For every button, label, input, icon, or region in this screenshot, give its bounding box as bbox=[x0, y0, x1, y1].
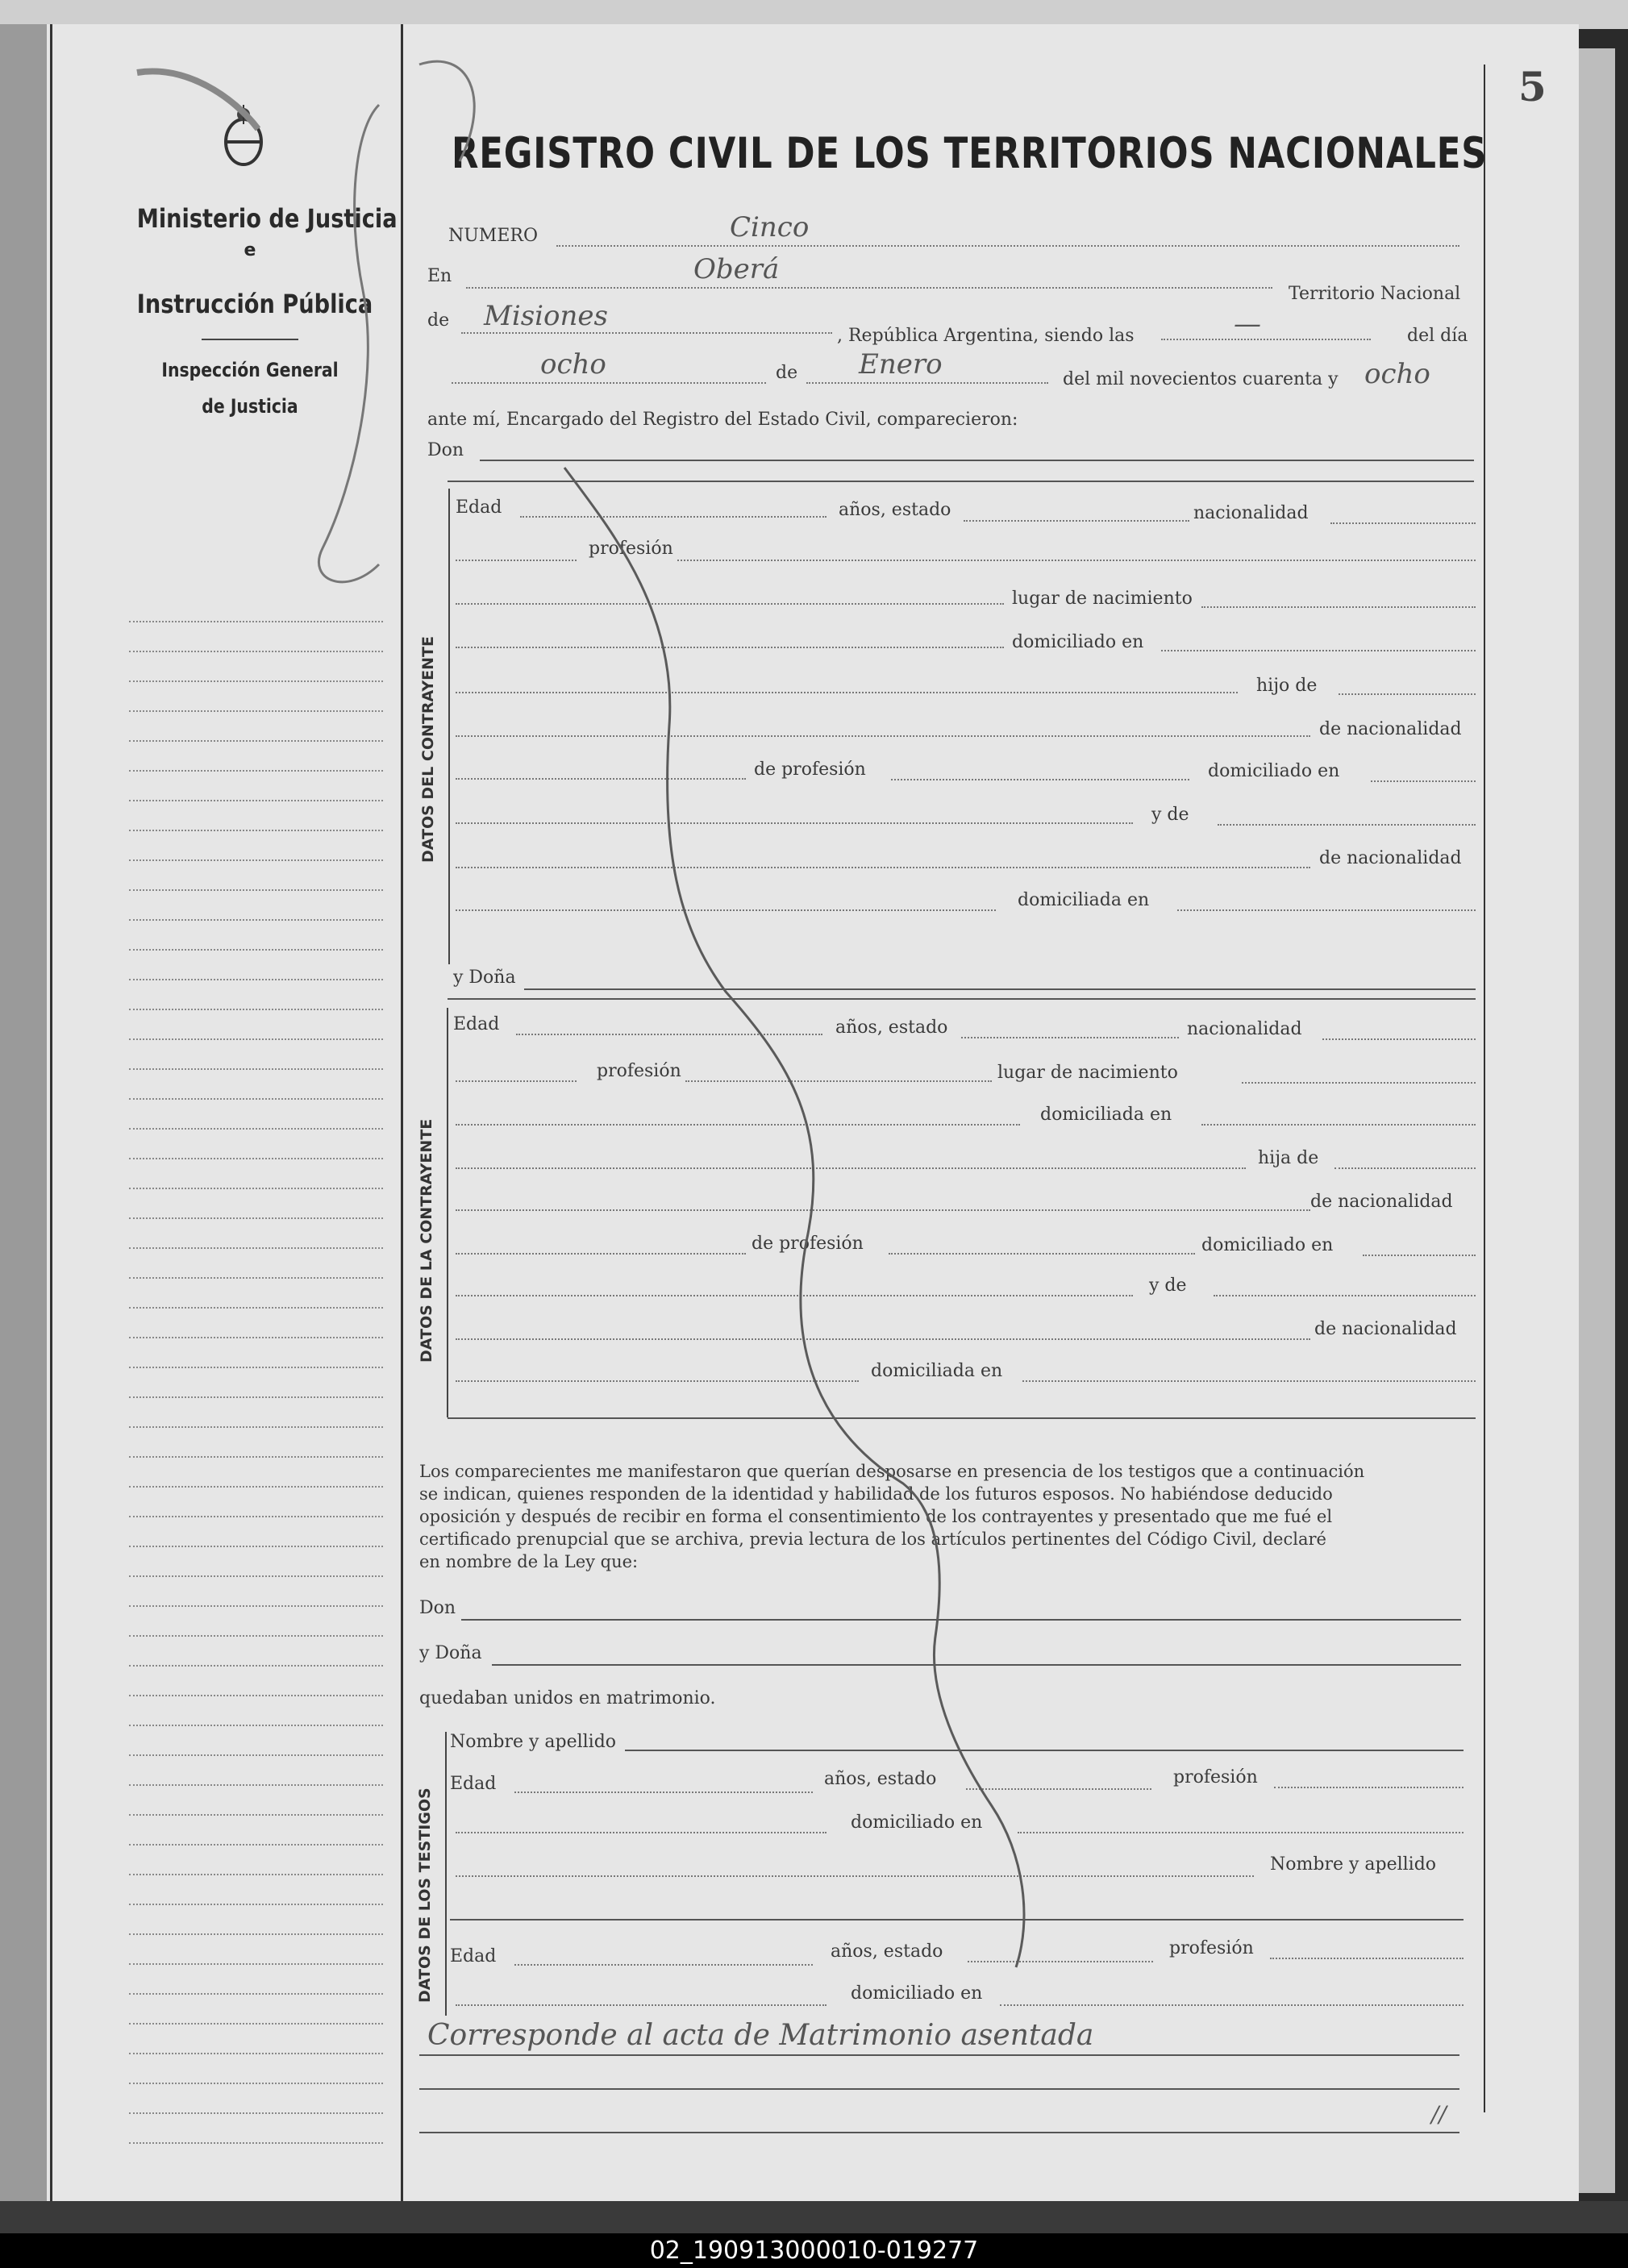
stub-line bbox=[129, 1844, 383, 1846]
f-hija-pre-line bbox=[456, 1167, 1246, 1169]
contrayente-top-rule bbox=[448, 481, 1474, 482]
numero-line bbox=[556, 245, 1459, 247]
de-line bbox=[461, 332, 832, 334]
bottom-edge bbox=[0, 2201, 1628, 2233]
nacionalidad-label: nacionalidad bbox=[1193, 503, 1309, 523]
stub-line bbox=[129, 2112, 383, 2114]
stub-line bbox=[129, 1068, 383, 1070]
estado-line bbox=[964, 520, 1189, 522]
stub-line bbox=[129, 680, 383, 682]
testigo1-profesion-label: profesión bbox=[1173, 1767, 1258, 1787]
f-y-de-label: y de bbox=[1149, 1275, 1187, 1296]
stub-line bbox=[129, 1456, 383, 1458]
ministry-name: Ministerio de Justicia bbox=[136, 203, 398, 234]
f-hija-line bbox=[1334, 1167, 1476, 1169]
numero-value: Cinco bbox=[730, 211, 810, 243]
f-lugar-label: lugar de nacimiento bbox=[997, 1063, 1178, 1083]
f-profesion-label: profesión bbox=[597, 1061, 681, 1081]
f-edad-label: Edad bbox=[453, 1014, 500, 1034]
domicilio-line bbox=[1161, 650, 1476, 651]
testigo1-anios-estado-label: años, estado bbox=[824, 1769, 937, 1789]
don-line bbox=[480, 460, 1474, 461]
f-madre-dom-pre-line bbox=[456, 1380, 859, 1382]
stub-line bbox=[129, 1486, 383, 1488]
hijo-line bbox=[1339, 693, 1476, 695]
y-dona-line bbox=[524, 988, 1476, 990]
testigos-section-label: DATOS DE LOS TESTIGOS bbox=[416, 1787, 434, 2003]
stub-line bbox=[129, 1665, 383, 1667]
madre-nac-line bbox=[456, 867, 1310, 868]
y-dona-label: y Doña bbox=[453, 968, 516, 988]
f-nacionalidad-line bbox=[1322, 1038, 1476, 1040]
stub-line bbox=[129, 800, 383, 801]
y-de-label: y de bbox=[1151, 805, 1189, 825]
declaration-y-dona-line bbox=[492, 1664, 1461, 1666]
de-nacionalidad-label: de nacionalidad bbox=[1319, 719, 1462, 739]
anio-value: ocho bbox=[1364, 358, 1430, 390]
stub-line bbox=[129, 830, 383, 831]
right-margin-line bbox=[1484, 65, 1485, 2112]
de-label: de bbox=[427, 310, 450, 331]
f-madre-line bbox=[1214, 1295, 1476, 1296]
stub-line bbox=[129, 859, 383, 861]
ministry-rule bbox=[202, 339, 298, 340]
stub-line bbox=[129, 1784, 383, 1786]
stub-line bbox=[129, 1695, 383, 1696]
stub-line bbox=[129, 1725, 383, 1726]
hora-line bbox=[1161, 339, 1371, 340]
madre-line bbox=[1218, 824, 1476, 826]
de2-label: de bbox=[776, 363, 798, 383]
nombre-apellido2-label: Nombre y apellido bbox=[1270, 1854, 1437, 1875]
de-profesion-label: de profesión bbox=[754, 759, 866, 780]
stub-line bbox=[129, 1605, 383, 1607]
stub-line bbox=[129, 710, 383, 712]
padre-prof-line bbox=[891, 779, 1189, 780]
nacionalidad-line bbox=[1330, 522, 1476, 524]
f-dom-pre-line bbox=[456, 1124, 1020, 1126]
testigo1-edad-line bbox=[514, 1792, 813, 1793]
hijo-pre-line bbox=[456, 692, 1238, 693]
f-domiciliado-en-label: domiciliado en bbox=[1201, 1235, 1334, 1255]
coat-of-arms-icon bbox=[219, 103, 268, 168]
f-lugar-line bbox=[1242, 1082, 1476, 1084]
del-dia-label: del día bbox=[1407, 326, 1468, 346]
en-label: En bbox=[427, 266, 452, 286]
stub-line bbox=[129, 770, 383, 772]
mes-value: Enero bbox=[859, 348, 943, 381]
f-domiciliada-en2-label: domiciliada en bbox=[871, 1361, 1003, 1381]
f-de-profesion-label: de profesión bbox=[752, 1234, 864, 1254]
padre-line bbox=[456, 735, 1310, 737]
end-mark: // bbox=[1431, 2101, 1447, 2128]
f-padre-prof-pre-line bbox=[456, 1253, 746, 1255]
stub-line bbox=[129, 1575, 383, 1577]
testigo1-edad-label: Edad bbox=[450, 1774, 497, 1794]
testigo2-edad-line bbox=[514, 1964, 813, 1966]
anios-estado-label: años, estado bbox=[839, 500, 951, 520]
stub-line bbox=[129, 1396, 383, 1398]
edad-line bbox=[520, 516, 826, 518]
testigo2-dom-line bbox=[1000, 2004, 1464, 2006]
left-edge bbox=[0, 24, 48, 2233]
stub-line bbox=[129, 1814, 383, 1816]
ante-label: ante mí, Encargado del Registro del Estado Civil, comparecieron: bbox=[427, 410, 1018, 430]
anio-label: del mil novecientos cuarenta y bbox=[1063, 369, 1339, 389]
binding-line bbox=[50, 24, 52, 2201]
inspection-name: Inspección General bbox=[161, 359, 339, 381]
f-de-nacionalidad2-label: de nacionalidad bbox=[1314, 1319, 1457, 1339]
right-page-edge bbox=[1579, 48, 1615, 2193]
stub-line bbox=[129, 1426, 383, 1428]
domiciliado-en-label: domiciliado en bbox=[1012, 632, 1144, 652]
stub-line bbox=[129, 1128, 383, 1130]
testigo2-domiciliado-en-label: domiciliado en bbox=[851, 1983, 983, 2004]
stub-line bbox=[129, 2083, 383, 2084]
testigo2-anios-estado-label: años, estado bbox=[831, 1941, 943, 1962]
stub-line bbox=[129, 1277, 383, 1279]
testigo2-edad-label: Edad bbox=[450, 1946, 497, 1966]
hora-value: — bbox=[1234, 308, 1261, 340]
hijo-de-label: hijo de bbox=[1256, 676, 1318, 696]
testigo1-estado-line bbox=[966, 1788, 1151, 1790]
mes-line bbox=[806, 382, 1048, 384]
domicilio-pre-line bbox=[456, 647, 1004, 648]
f-nacionalidad-label: nacionalidad bbox=[1187, 1019, 1302, 1039]
de-nacionalidad2-label: de nacionalidad bbox=[1319, 848, 1462, 868]
page-title: REGISTRO CIVIL DE LOS TERRITORIOS NACIONALES bbox=[452, 129, 1488, 178]
stub-line bbox=[129, 651, 383, 652]
f-anios-estado-label: años, estado bbox=[835, 1017, 948, 1038]
f-madre-pre-line bbox=[456, 1295, 1133, 1296]
stub-divider-line bbox=[401, 24, 403, 2201]
contrayente-f-bracket bbox=[447, 1008, 448, 1417]
lugar-line bbox=[456, 603, 1004, 605]
stub-line bbox=[129, 2053, 383, 2054]
ministry-conjunction: e bbox=[244, 240, 256, 260]
stub-line bbox=[129, 1963, 383, 1965]
testigo2-nombre-pre-line bbox=[456, 1875, 1254, 1877]
lugar-nacimiento-label: lugar de nacimiento bbox=[1012, 589, 1193, 609]
stub-line bbox=[129, 1993, 383, 1995]
f-domiciliada-en-label: domiciliada en bbox=[1040, 1105, 1172, 1125]
f-profesion-line bbox=[685, 1080, 992, 1082]
testigos-bracket bbox=[445, 1732, 447, 2016]
stub-line bbox=[129, 2023, 383, 2025]
f-edad-line bbox=[516, 1034, 822, 1035]
en-line bbox=[466, 287, 1272, 289]
ministry-subname: Instrucción Pública bbox=[136, 289, 373, 319]
stub-line bbox=[129, 1158, 383, 1159]
testigo1-dom-pre-line bbox=[456, 1832, 826, 1833]
de-value: Misiones bbox=[484, 300, 608, 332]
handwritten-annotation: Corresponde al acta de Matrimonio asentada bbox=[427, 2019, 1094, 2052]
stub-line bbox=[129, 889, 383, 891]
stub-line bbox=[129, 1904, 383, 1905]
stub-line bbox=[129, 621, 383, 622]
stub-line bbox=[129, 1247, 383, 1249]
stub-line bbox=[129, 1307, 383, 1309]
stub-line bbox=[129, 1635, 383, 1637]
f-estado-line bbox=[961, 1037, 1179, 1038]
stub-line bbox=[129, 1217, 383, 1219]
territorio-label: Territorio Nacional bbox=[1289, 284, 1461, 304]
stub-line bbox=[129, 1933, 383, 1935]
declaration-don-label: Don bbox=[419, 1598, 456, 1618]
declaration-line-2: se indican, quienes responden de la identidad y habilidad de los futuros esposos. No habiéndose deducido bbox=[419, 1484, 1333, 1504]
stub-line bbox=[129, 979, 383, 980]
declaration-line-4: certificado prenupcial que se archiva, previa lectura de los artículos pertinentes del Código Civil, declaré bbox=[419, 1529, 1326, 1549]
profesion-line bbox=[677, 560, 1476, 561]
en-value: Oberá bbox=[693, 253, 780, 285]
nombre-apellido-label: Nombre y apellido bbox=[450, 1732, 617, 1752]
profesion-label: profesión bbox=[589, 539, 673, 559]
testigo1-dom-line bbox=[1018, 1832, 1464, 1833]
declaration-line-3: oposición y después de recibir en forma el consentimiento de los contrayentes y presentado que me fué el bbox=[419, 1507, 1333, 1526]
padre-prof-pre-line bbox=[456, 778, 746, 780]
testigo2-estado-line bbox=[968, 1961, 1153, 1962]
stub-line bbox=[129, 1009, 383, 1010]
stub-line bbox=[129, 1874, 383, 1875]
stub-line bbox=[129, 1546, 383, 1547]
madre-dom-pre-line bbox=[456, 909, 996, 911]
declaration-don-line bbox=[461, 1619, 1461, 1621]
testigo1-nombre-line bbox=[625, 1750, 1464, 1751]
f-de-nacionalidad-label: de nacionalidad bbox=[1310, 1192, 1453, 1212]
stub-line bbox=[129, 949, 383, 951]
contrayente-section-label: DATOS DEL CONTRAYENTE bbox=[419, 636, 437, 863]
testigo2-profesion-label: profesión bbox=[1169, 1938, 1254, 1958]
f-madre-dom-line bbox=[1022, 1380, 1476, 1382]
stub-line bbox=[129, 1098, 383, 1100]
declaration-line-5: en nombre de la Ley que: bbox=[419, 1552, 639, 1571]
stub-line bbox=[129, 1038, 383, 1040]
pre-profesion-line bbox=[456, 560, 577, 561]
page-number: 5 bbox=[1518, 63, 1547, 110]
republica-label: , República Argentina, siendo las bbox=[837, 326, 1135, 346]
madre-dom-line bbox=[1177, 909, 1476, 911]
padre-dom-line bbox=[1371, 780, 1476, 782]
domiciliado-en2-label: domiciliado en bbox=[1208, 761, 1340, 781]
don-label: Don bbox=[427, 440, 464, 460]
closing-line-2 bbox=[419, 2132, 1459, 2133]
stub-line bbox=[129, 1337, 383, 1338]
contrayente-f-bottom-rule bbox=[448, 1417, 1476, 1419]
stub-line bbox=[129, 1516, 383, 1517]
testigo2-nombre-line bbox=[450, 1919, 1464, 1921]
dia-value: ocho bbox=[540, 348, 606, 381]
contrayente-f-top-rule bbox=[448, 998, 1476, 1000]
edad-label: Edad bbox=[456, 497, 502, 518]
f-madre-nac-line bbox=[456, 1338, 1310, 1340]
f-pre-profesion-line bbox=[456, 1080, 577, 1082]
contrayente-f-section-label: DATOS DE LA CONTRAYENTE bbox=[418, 1118, 435, 1363]
f-padre-dom-line bbox=[1363, 1255, 1476, 1256]
footer-code: 02_190913000010-019277 bbox=[0, 2233, 1628, 2268]
f-dom-line bbox=[1201, 1124, 1476, 1126]
f-padre-line bbox=[456, 1209, 1310, 1211]
f-hija-de-label: hija de bbox=[1258, 1148, 1319, 1168]
contrayente-bracket bbox=[448, 489, 450, 964]
stub-line bbox=[129, 919, 383, 921]
testigo1-profesion-line bbox=[1274, 1787, 1464, 1788]
f-padre-prof-line bbox=[889, 1253, 1195, 1255]
madre-pre-line bbox=[456, 822, 1133, 824]
stub-line bbox=[129, 2142, 383, 2144]
annotation-line bbox=[419, 2054, 1459, 2056]
testigo1-domiciliado-en-label: domiciliado en bbox=[851, 1812, 983, 1833]
declaration-y-dona-label: y Doña bbox=[419, 1643, 482, 1663]
testigo2-dom-pre-line bbox=[456, 2004, 826, 2006]
stub-line bbox=[129, 1367, 383, 1368]
domiciliada-en-label: domiciliada en bbox=[1018, 890, 1150, 910]
testigo2-profesion-line bbox=[1270, 1958, 1464, 1959]
lugar-value-line bbox=[1201, 606, 1476, 608]
declaration-line-1: Los comparecientes me manifestaron que querían desposarse en presencia de los testigos que a continuación bbox=[419, 1462, 1365, 1481]
unidos-label: quedaban unidos en matrimonio. bbox=[419, 1688, 716, 1708]
closing-line-1 bbox=[419, 2088, 1459, 2090]
stub-line bbox=[129, 740, 383, 742]
stub-line bbox=[129, 1754, 383, 1756]
numero-label: NUMERO bbox=[448, 226, 538, 246]
dia-line bbox=[452, 382, 766, 384]
stub-line bbox=[129, 1188, 383, 1189]
inspection-subname: de Justicia bbox=[202, 395, 298, 418]
